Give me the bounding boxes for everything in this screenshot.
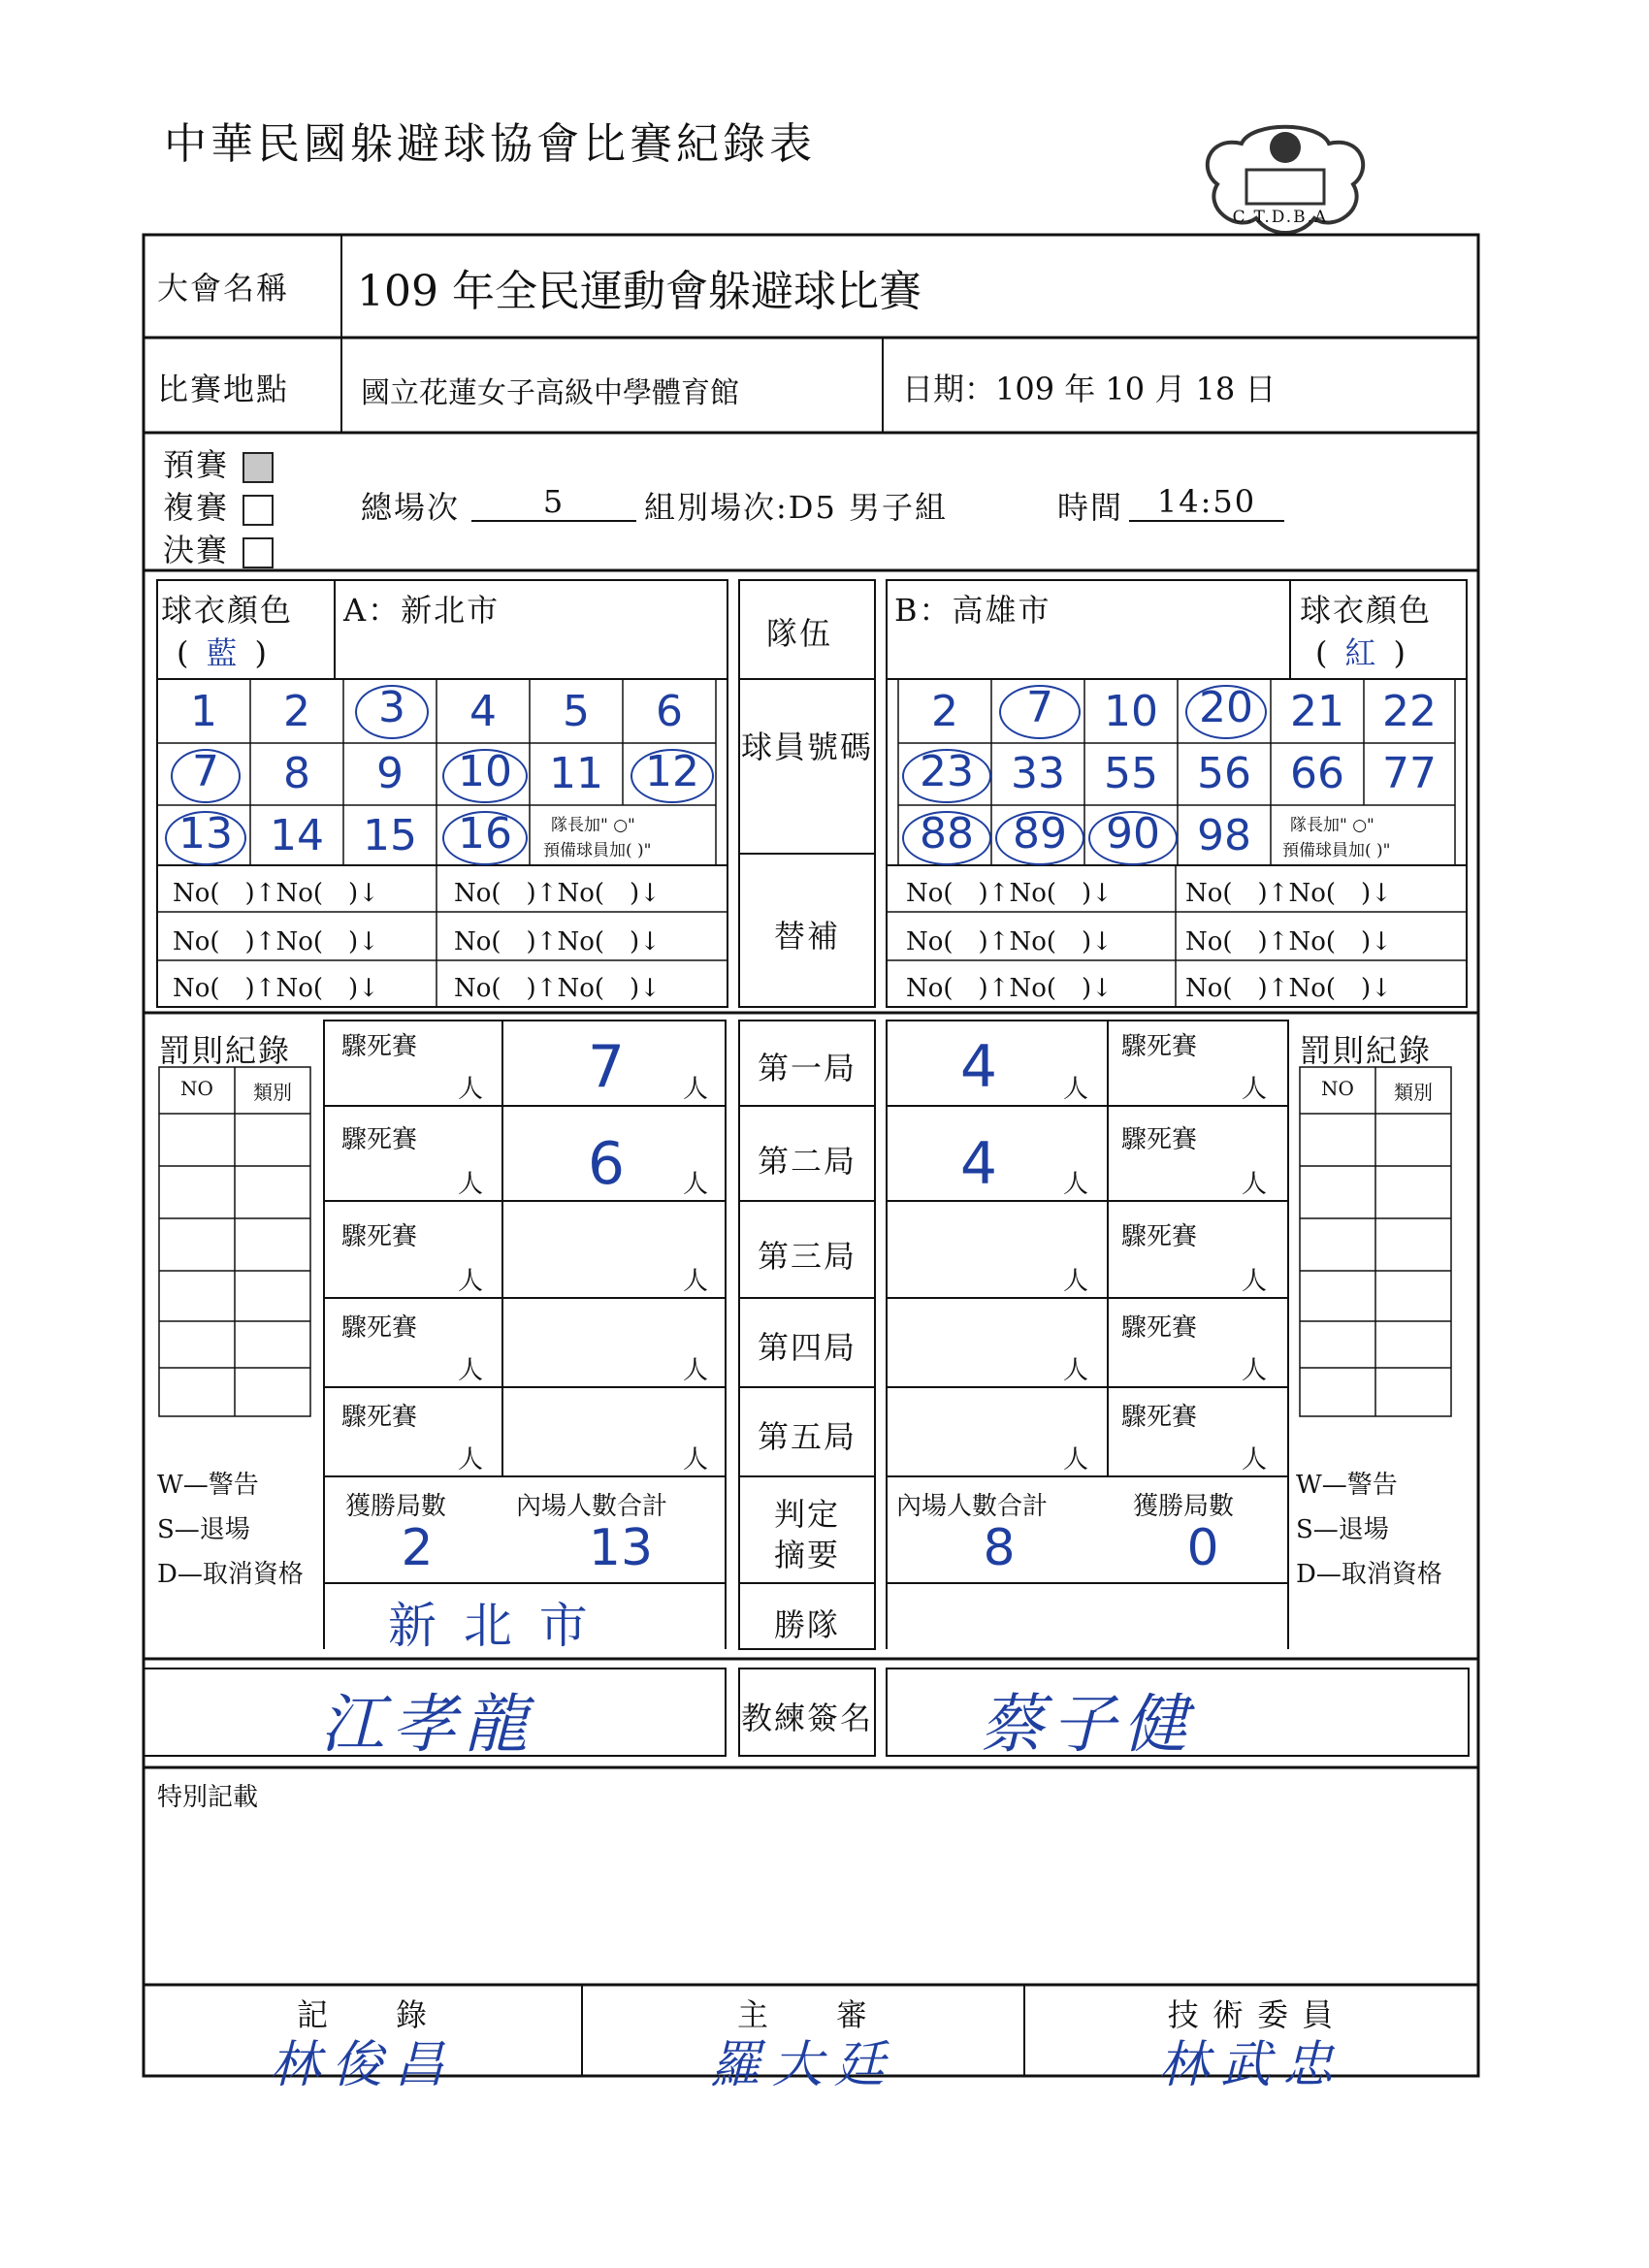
sub-cell[interactable]: No( )↑No( )↓ xyxy=(173,927,379,956)
stage-final[interactable]: 決賽 xyxy=(163,526,274,570)
player-b-90: 90 xyxy=(1088,811,1178,865)
person-unit: 人 xyxy=(1242,1075,1268,1104)
legend-ejection-a: S—退場 xyxy=(157,1515,250,1544)
sub-cell[interactable]: No( )↑No( )↓ xyxy=(454,879,661,908)
legend-disqualify-a: D—取消資格 xyxy=(157,1560,304,1589)
sudden-death-b-2: 驟死賽 xyxy=(1121,1125,1198,1154)
person-unit: 人 xyxy=(1063,1075,1089,1104)
jersey-color-a: ( 藍 ) xyxy=(177,634,269,671)
penalty-type-b: 類別 xyxy=(1394,1081,1433,1104)
recorder-label: 記 錄 xyxy=(296,1996,429,2033)
penalty-label-b: 罰則紀錄 xyxy=(1300,1032,1433,1069)
player-a-7: 7 xyxy=(171,749,241,803)
person-unit: 人 xyxy=(1063,1356,1089,1385)
team-label: 隊伍 xyxy=(766,615,833,652)
team-b-total: 8 xyxy=(983,1519,1016,1577)
referee-label: 主 審 xyxy=(736,1996,869,2033)
team-a-set-1-score: 7 xyxy=(587,1033,626,1101)
team-b-games-won: 0 xyxy=(1186,1519,1219,1577)
player-b-66: 66 xyxy=(1290,749,1344,798)
semifinal-checkbox[interactable] xyxy=(242,495,274,526)
venue-value: 國立花蓮女子高級中學體育館 xyxy=(361,376,739,410)
person-unit: 人 xyxy=(683,1445,709,1474)
sudden-death-b-5: 驟死賽 xyxy=(1121,1403,1198,1432)
person-unit: 人 xyxy=(683,1267,709,1296)
player-a-13: 13 xyxy=(165,811,246,865)
penalty-label-a: 罰則紀錄 xyxy=(159,1032,292,1069)
group-label: 組別場次:D5 男子組 xyxy=(644,489,948,526)
team-a-set-2-score: 6 xyxy=(587,1130,626,1198)
captain-note-b-1: 隊長加" ○" xyxy=(1290,816,1374,835)
player-a-6: 6 xyxy=(656,687,683,736)
player-b-22: 22 xyxy=(1382,687,1437,736)
referee-signature: 羅大廷 xyxy=(709,2036,896,2094)
sudden-death-b-3: 驟死賽 xyxy=(1121,1222,1198,1251)
penalty-type-a: 類別 xyxy=(253,1081,292,1104)
time-label: 時間 xyxy=(1057,489,1124,526)
player-a-11: 11 xyxy=(549,749,603,798)
person-unit: 人 xyxy=(1063,1267,1089,1296)
player-b-89: 89 xyxy=(995,811,1084,865)
player-a-15: 15 xyxy=(363,811,417,860)
sub-cell[interactable]: No( )↑No( )↓ xyxy=(454,974,661,1003)
player-a-1: 1 xyxy=(190,687,217,736)
sub-cell[interactable]: No( )↑No( )↓ xyxy=(454,927,661,956)
sub-cell[interactable]: No( )↑No( )↓ xyxy=(906,974,1113,1003)
player-a-14: 14 xyxy=(270,811,324,860)
person-unit: 人 xyxy=(1063,1445,1089,1474)
person-unit: 人 xyxy=(683,1356,709,1385)
final-checkbox[interactable] xyxy=(242,537,274,568)
team-a-total: 13 xyxy=(588,1519,654,1577)
person-unit: 人 xyxy=(458,1445,484,1474)
games-won-label-b: 獲勝局數 xyxy=(1133,1492,1235,1521)
penalty-no-a: NO xyxy=(180,1077,213,1100)
jersey-label-a: 球衣顏色 xyxy=(161,592,294,629)
sub-cell[interactable]: No( )↑No( )↓ xyxy=(906,879,1113,908)
winner-written: 新 北 市 xyxy=(388,1598,594,1654)
person-unit: 人 xyxy=(458,1170,484,1199)
set-3-label: 第三局 xyxy=(757,1238,857,1275)
sudden-death-b-4: 驟死賽 xyxy=(1121,1313,1198,1343)
player-b-33: 33 xyxy=(1011,749,1065,798)
coach-sign-label: 教練簽名 xyxy=(740,1700,873,1736)
person-unit: 人 xyxy=(458,1075,484,1104)
person-unit: 人 xyxy=(1242,1445,1268,1474)
coach-signature-a: 江孝龍 xyxy=(320,1687,535,1762)
logo-text: C.T.D.B.A xyxy=(1232,208,1329,227)
match-date: 日期：109 年 10 月 18 日 xyxy=(902,371,1277,407)
person-unit: 人 xyxy=(458,1356,484,1385)
sub-cell[interactable]: No( )↑No( )↓ xyxy=(1185,879,1392,908)
time-value: 14:50 xyxy=(1129,483,1284,522)
player-b-77: 77 xyxy=(1382,749,1437,798)
sub-cell[interactable]: No( )↑No( )↓ xyxy=(173,974,379,1003)
player-a-9: 9 xyxy=(376,749,404,798)
player-b-55: 55 xyxy=(1104,749,1158,798)
verdict-label-1: 判定 xyxy=(773,1496,840,1533)
player-a-2: 2 xyxy=(283,687,310,736)
player-b-88: 88 xyxy=(902,811,991,865)
person-unit: 人 xyxy=(1063,1170,1089,1199)
meeting-label: 大會名稱 xyxy=(157,270,290,307)
meeting-name: 109 年全民運動會躲避球比賽 xyxy=(357,267,922,316)
set-5-label: 第五局 xyxy=(757,1418,857,1455)
total-game-value: 5 xyxy=(471,483,636,522)
sudden-death-a-1: 驟死賽 xyxy=(341,1032,418,1061)
legend-ejection-b: S—退場 xyxy=(1296,1515,1389,1544)
legend-warning-b: W—警告 xyxy=(1296,1471,1398,1500)
remarks-label: 特別記載 xyxy=(157,1783,259,1812)
sudden-death-a-2: 驟死賽 xyxy=(341,1125,418,1154)
player-b-98: 98 xyxy=(1197,811,1251,860)
team-a-name: A：新北市 xyxy=(343,592,501,629)
team-a-games-won: 2 xyxy=(401,1519,434,1577)
recorder-signature: 林俊昌 xyxy=(269,2036,456,2094)
total-label-b: 內場人數合計 xyxy=(896,1492,1049,1521)
player-b-21: 21 xyxy=(1290,687,1344,736)
player-a-8: 8 xyxy=(283,749,310,798)
legend-disqualify-b: D—取消資格 xyxy=(1296,1560,1442,1589)
person-unit: 人 xyxy=(1242,1170,1268,1199)
sub-cell[interactable]: No( )↑No( )↓ xyxy=(1185,927,1392,956)
sub-cell[interactable]: No( )↑No( )↓ xyxy=(173,879,379,908)
player-a-5: 5 xyxy=(563,687,590,736)
sub-label: 替補 xyxy=(773,918,840,955)
sub-cell[interactable]: No( )↑No( )↓ xyxy=(906,927,1113,956)
player-a-3: 3 xyxy=(355,685,429,739)
jersey-label-b: 球衣顏色 xyxy=(1300,592,1433,629)
team-b-name: B：高雄市 xyxy=(894,592,1051,629)
player-b-2: 2 xyxy=(931,687,958,736)
sudden-death-b-1: 驟死賽 xyxy=(1121,1032,1198,1061)
player-b-20: 20 xyxy=(1185,685,1267,739)
games-won-label-a: 獲勝局數 xyxy=(345,1492,447,1521)
player-a-10: 10 xyxy=(442,749,528,803)
player-label: 球員號碼 xyxy=(740,729,873,765)
preliminary-checkbox[interactable] xyxy=(242,452,274,483)
captain-note-b-2: 預備球員加( )" xyxy=(1282,841,1391,860)
winner-label: 勝隊 xyxy=(773,1606,840,1643)
person-unit: 人 xyxy=(683,1170,709,1199)
sudden-death-a-3: 驟死賽 xyxy=(341,1222,418,1251)
player-b-10: 10 xyxy=(1104,687,1158,736)
player-b-23: 23 xyxy=(902,749,991,803)
total-game-label: 總場次 xyxy=(361,489,461,526)
verdict-label-2: 摘要 xyxy=(773,1537,840,1573)
person-unit: 人 xyxy=(683,1075,709,1104)
captain-note-a-1: 隊長加" ○" xyxy=(551,816,635,835)
player-b-56: 56 xyxy=(1197,749,1251,798)
form-title: 中華民國躲避球協會比賽紀錄表 xyxy=(164,119,816,169)
person-unit: 人 xyxy=(1242,1267,1268,1296)
penalty-no-b: NO xyxy=(1321,1077,1354,1100)
player-b-7: 7 xyxy=(999,685,1081,739)
jersey-color-b: ( 紅 ) xyxy=(1315,634,1407,671)
team-b-set-2-score: 4 xyxy=(959,1130,998,1198)
set-1-label: 第一局 xyxy=(757,1050,857,1086)
person-unit: 人 xyxy=(1242,1356,1268,1385)
sudden-death-a-4: 驟死賽 xyxy=(341,1313,418,1343)
legend-warning-a: W—警告 xyxy=(157,1471,259,1500)
player-a-12: 12 xyxy=(630,749,714,803)
venue-label: 比賽地點 xyxy=(157,371,290,407)
coach-signature-b: 蔡子健 xyxy=(980,1687,1195,1762)
sudden-death-a-5: 驟死賽 xyxy=(341,1403,418,1432)
tech-signature: 林武忠 xyxy=(1157,2036,1344,2094)
set-2-label: 第二局 xyxy=(757,1143,857,1180)
total-label-a: 內場人數合計 xyxy=(516,1492,668,1521)
player-a-16: 16 xyxy=(442,811,528,865)
player-a-4: 4 xyxy=(469,687,497,736)
captain-note-a-2: 預備球員加( )" xyxy=(543,841,652,860)
tech-label: 技 術 委 員 xyxy=(1167,1996,1336,2033)
stage-preliminary[interactable]: 預賽 xyxy=(163,440,274,485)
person-unit: 人 xyxy=(458,1267,484,1296)
stage-semifinal[interactable]: 複賽 xyxy=(163,483,274,528)
team-b-set-1-score: 4 xyxy=(959,1033,998,1101)
sub-cell[interactable]: No( )↑No( )↓ xyxy=(1185,974,1392,1003)
set-4-label: 第四局 xyxy=(757,1329,857,1366)
